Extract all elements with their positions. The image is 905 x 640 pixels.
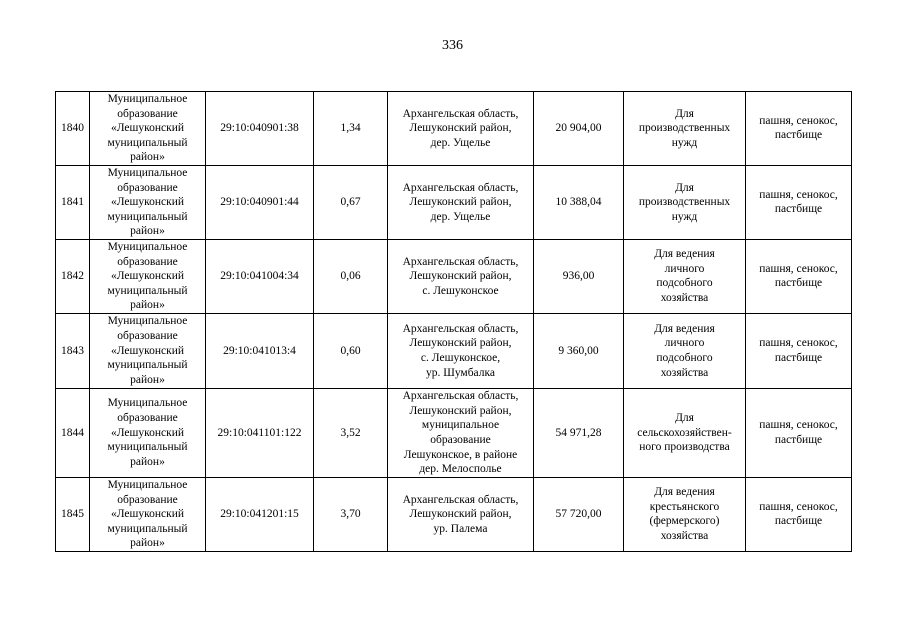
purpose-cell: Для ведения крестьянского (фермерского) хозяйства [624, 477, 746, 551]
table-row [56, 388, 852, 477]
owner-cell: Муниципальное образование «Лешуконский муниципальный район» [90, 313, 206, 388]
row-number: 1844 [56, 388, 90, 477]
land-plots-table [55, 91, 852, 552]
land-use-cell: пашня, сенокос, пастбище [746, 313, 852, 388]
area-cell: 0,67 [314, 165, 388, 239]
land-use-cell: пашня, сенокос, пастбище [746, 239, 852, 313]
cadastral-number-cell: 29:10:041101:122 [206, 388, 314, 477]
owner-cell: Муниципальное образование «Лешуконский муниципальный район» [90, 388, 206, 477]
row-number: 1841 [56, 165, 90, 239]
cadastral-number-cell: 29:10:040901:38 [206, 92, 314, 166]
purpose-cell: Для производственных нужд [624, 92, 746, 166]
price-cell: 57 720,00 [534, 477, 624, 551]
area-cell: 0,06 [314, 239, 388, 313]
address-cell: Архангельская область, Лешуконский район, дер. Ущелье [388, 165, 534, 239]
address-cell: Архангельская область, Лешуконский район, дер. Ущелье [388, 92, 534, 166]
table-row [56, 165, 852, 239]
row-number: 1843 [56, 313, 90, 388]
page-number: 336 [442, 38, 463, 53]
purpose-cell: Для производственных нужд [624, 165, 746, 239]
owner-cell: Муниципальное образование «Лешуконский муниципальный район» [90, 477, 206, 551]
table-row [56, 239, 852, 313]
owner-cell: Муниципальное образование «Лешуконский муниципальный район» [90, 92, 206, 166]
cadastral-number-cell: 29:10:041013:4 [206, 313, 314, 388]
cadastral-number-cell: 29:10:040901:44 [206, 165, 314, 239]
address-cell: Архангельская область, Лешуконский район, с. Лешуконское [388, 239, 534, 313]
address-cell: Архангельская область, Лешуконский район, с. Лешуконское, ур. Шумбалка [388, 313, 534, 388]
area-cell: 1,34 [314, 92, 388, 166]
row-number: 1842 [56, 239, 90, 313]
owner-cell: Муниципальное образование «Лешуконский муниципальный район» [90, 165, 206, 239]
land-use-cell: пашня, сенокос, пастбище [746, 388, 852, 477]
address-cell: Архангельская область, Лешуконский район, муниципальное образование Лешуконское, в районе дер. Мелосполье [388, 388, 534, 477]
purpose-cell: Для сельскохозяйствен- ного производства [624, 388, 746, 477]
address-cell: Архангельская область, Лешуконский район, ур. Палема [388, 477, 534, 551]
price-cell: 9 360,00 [534, 313, 624, 388]
table-row [56, 477, 852, 551]
land-use-cell: пашня, сенокос, пастбище [746, 165, 852, 239]
owner-cell: Муниципальное образование «Лешуконский муниципальный район» [90, 239, 206, 313]
row-number: 1840 [56, 92, 90, 166]
cadastral-number-cell: 29:10:041201:15 [206, 477, 314, 551]
purpose-cell: Для ведения личного подсобного хозяйства [624, 313, 746, 388]
area-cell: 3,52 [314, 388, 388, 477]
row-number: 1845 [56, 477, 90, 551]
purpose-cell: Для ведения личного подсобного хозяйства [624, 239, 746, 313]
area-cell: 3,70 [314, 477, 388, 551]
table-row [56, 313, 852, 388]
table-row [56, 92, 852, 166]
land-use-cell: пашня, сенокос, пастбище [746, 477, 852, 551]
price-cell: 10 388,04 [534, 165, 624, 239]
price-cell: 54 971,28 [534, 388, 624, 477]
land-use-cell: пашня, сенокос, пастбище [746, 92, 852, 166]
cadastral-number-cell: 29:10:041004:34 [206, 239, 314, 313]
area-cell: 0,60 [314, 313, 388, 388]
price-cell: 936,00 [534, 239, 624, 313]
price-cell: 20 904,00 [534, 92, 624, 166]
